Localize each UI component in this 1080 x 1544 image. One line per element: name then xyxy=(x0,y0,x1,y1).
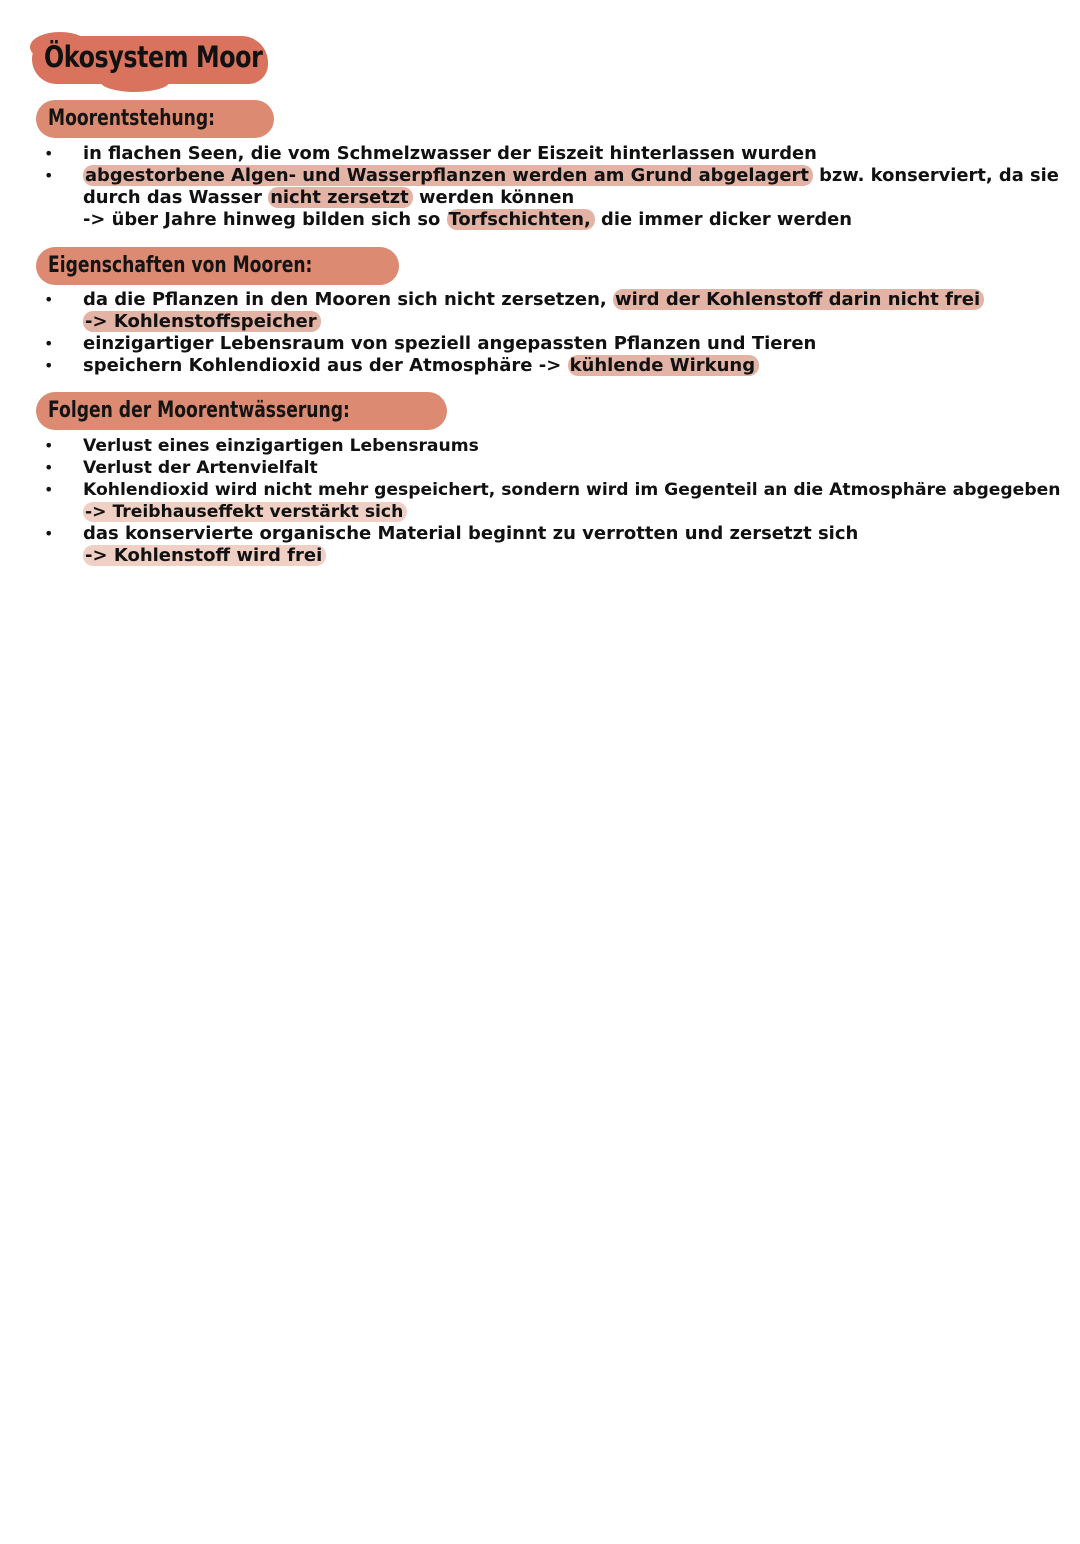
section-list-moorentstehung xyxy=(44,143,1059,231)
list-item-text: da die Pflanzen in den Mooren sich nicht zersetzen, xyxy=(83,289,613,310)
list-item-text: einzigartiger Lebensraum von speziell angepassten Pflanzen und Tieren xyxy=(83,333,817,354)
list-item-text: -> über Jahre hinweg bilden sich so xyxy=(83,209,447,230)
list-item-line xyxy=(83,165,1059,187)
section-heading-label: Moorentstehung: xyxy=(48,106,216,131)
highlight-text: -> Treibhauseffekt verstärkt sich xyxy=(83,502,407,522)
section-heading-moorentstehung xyxy=(36,100,274,138)
highlight-text: wird der Kohlenstoff darin nicht frei xyxy=(613,289,984,310)
section-heading-folgen xyxy=(36,392,447,430)
list-item-line xyxy=(83,479,1060,501)
highlight-text: abgestorbene Algen- und Wasserpflanzen werden am Grund abgelagert xyxy=(83,165,813,186)
highlight-text: kühlende Wirkung xyxy=(568,355,760,376)
list-item-line xyxy=(83,289,984,311)
list-item xyxy=(44,289,984,333)
list-item-line xyxy=(83,501,1060,523)
list-item-text: Kohlendioxid wird nicht mehr gespeichert, sondern wird im Gegenteil an die Atmosphäre abgegeben xyxy=(83,480,1061,500)
list-item xyxy=(44,143,1059,165)
page-title: Ökosystem Moor xyxy=(44,40,263,74)
section-list-eigenschaften xyxy=(44,289,984,377)
list-item-line xyxy=(83,311,984,333)
list-item-text: die immer dicker werden xyxy=(594,209,853,230)
list-item xyxy=(44,355,984,377)
page-title-badge xyxy=(30,30,270,92)
list-item-text: durch das Wasser xyxy=(83,187,269,208)
list-item-line xyxy=(83,523,1060,545)
section-heading-eigenschaften xyxy=(36,247,399,285)
list-item xyxy=(44,165,1059,231)
list-item-text: das konservierte organische Material beginnt zu verrotten und zersetzt sich xyxy=(83,523,859,544)
list-item xyxy=(44,333,984,355)
list-item xyxy=(44,523,1060,567)
list-item-line xyxy=(83,187,1059,209)
highlight-text: nicht zersetzt xyxy=(268,187,413,208)
list-item xyxy=(44,457,1060,479)
highlight-text: -> Kohlenstoffspeicher xyxy=(83,311,321,332)
list-item-text: in flachen Seen, die vom Schmelzwasser der Eiszeit hinterlassen wurden xyxy=(83,143,817,164)
section-heading-label: Folgen der Moorentwässerung: xyxy=(48,398,350,423)
list-item-line xyxy=(83,545,1060,567)
list-item xyxy=(44,435,1060,457)
highlight-text: -> Kohlenstoff wird frei xyxy=(83,545,326,566)
list-item-line xyxy=(83,209,1059,231)
list-item-text: werden können xyxy=(412,187,575,208)
highlight-text: Torfschichten, xyxy=(447,209,595,230)
section-list-folgen xyxy=(44,435,1060,567)
list-item-text: Verlust eines einzigartigen Lebensraums xyxy=(83,436,479,456)
list-item xyxy=(44,479,1060,523)
list-item-text: Verlust der Artenvielfalt xyxy=(83,458,318,478)
list-item-text: speichern Kohlendioxid aus der Atmosphäre -> xyxy=(83,355,568,376)
list-item-text: bzw. konserviert, da sie xyxy=(812,165,1059,186)
section-heading-label: Eigenschaften von Mooren: xyxy=(48,253,313,278)
